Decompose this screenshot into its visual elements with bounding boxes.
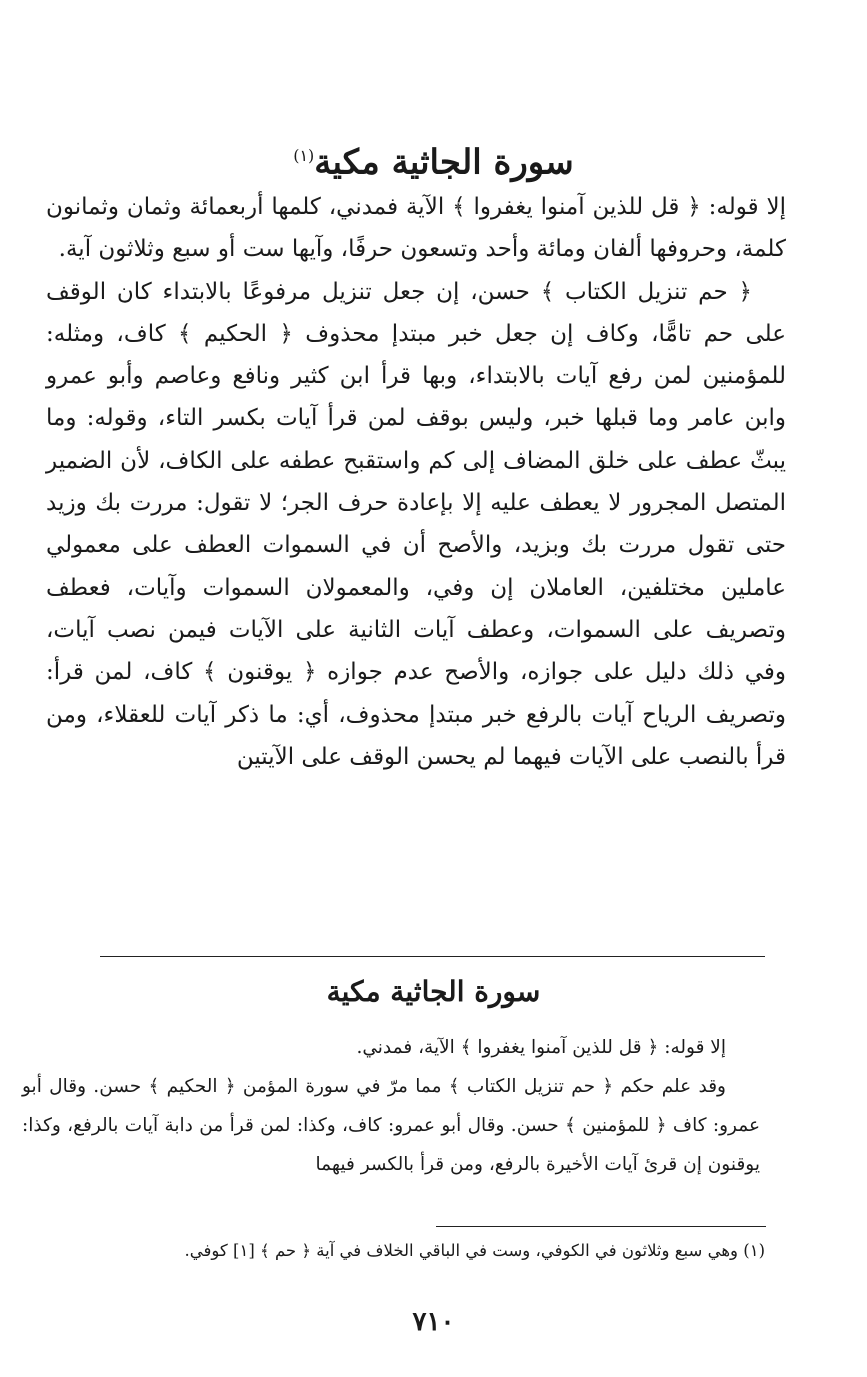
commentary-paragraph: إلا قوله: ﴿ قل للذين آمنوا يغفروا ﴾ الآية، فمدني. (356, 1037, 726, 1058)
main-paragraph: إلا قوله: ﴿ قل للذين آمنوا يغفروا ﴾ الآية فمدني، كلمها أربعمائة وثمان وثمانون كلمة، وحروفها ألفان ومائة وأحد وتسعون حرفًا، وآيها ست أو سبع وثلاثون آية. (46, 194, 786, 263)
page-number: ٧١٠ (412, 1307, 455, 1337)
commentary-text (22, 1028, 760, 1184)
main-text (46, 186, 786, 778)
page-title (0, 128, 867, 190)
section-divider (100, 956, 765, 957)
footnote: (١) وهي سبع وثلاثون في الكوفي، وست في الباقي الخلاف في آية ﴿ حم ﴾ [١] كوفي. (184, 1241, 765, 1260)
main-paragraph: ﴿ حم تنزيل الكتاب ﴾ حسن، إن جعل تنزيل مرفوعًا بالابتداء كان الوقف على حم تامًّا، وكاف إن جعل خبر مبتدإ محذوف ﴿ الحكيم ﴾ كاف، ومثله: للمؤمنين لمن رفع آيات بالابتداء، وبها قرأ ابن كثير ونافع وعاصم وأبو عمرو وابن عامر وما قبلها خبر، وليس بوقف لمن قرأ آيات بكسر التاء، وقوله: وما يبثّ عطف على خلق المضاف إلى كم واستقبح عطفه على الكاف، لأن الضمير المتصل المجرور لا يعطف عليه إلا بإعادة حرف الجر؛ لا تقول: مررت بك وزيد حتى تقول مررت بك وبزيد، والأصح أن في السموات العطف على معمولي عاملين مختلفين، العاملان إن وفي، والمعمولان السموات وآيات، فعطف وتصريف على السموات، وعطف آيات الثانية على الآيات فيمن نصب آيات، وفي ذلك دليل على جوازه، والأصح عدم جوازه ﴿ يوقنون ﴾ كاف، لمن قرأ: وتصريف الرياح آيات بالرفع خبر مبتدإ محذوف، أي: ما ذكر آيات للعقلاء، ومن قرأ بالنصب على الآيات فيهما لم يحسن الوقف على الآيتين (46, 278, 786, 770)
commentary-paragraph: وقد علم حكم ﴿ حم تنزيل الكتاب ﴾ مما مرّ في سورة المؤمن ﴿ الحكيم ﴾ حسن. وقال أبو عمرو: كاف ﴿ للمؤمنين ﴾ حسن. وقال أبو عمرو: كاف، وكذا: لمن قرأ من دابة آيات بالرفع، وكذا: يوقنون إن قرئ آيات الأخيرة بالرفع، ومن قرأ بالكسر فيهما (22, 1076, 760, 1175)
title-text: سورة الجاثية مكية (314, 142, 574, 183)
footnote-divider (436, 1226, 766, 1227)
section-heading: سورة الجاثية مكية (326, 975, 541, 1008)
footnote-marker: (١) (293, 146, 315, 165)
